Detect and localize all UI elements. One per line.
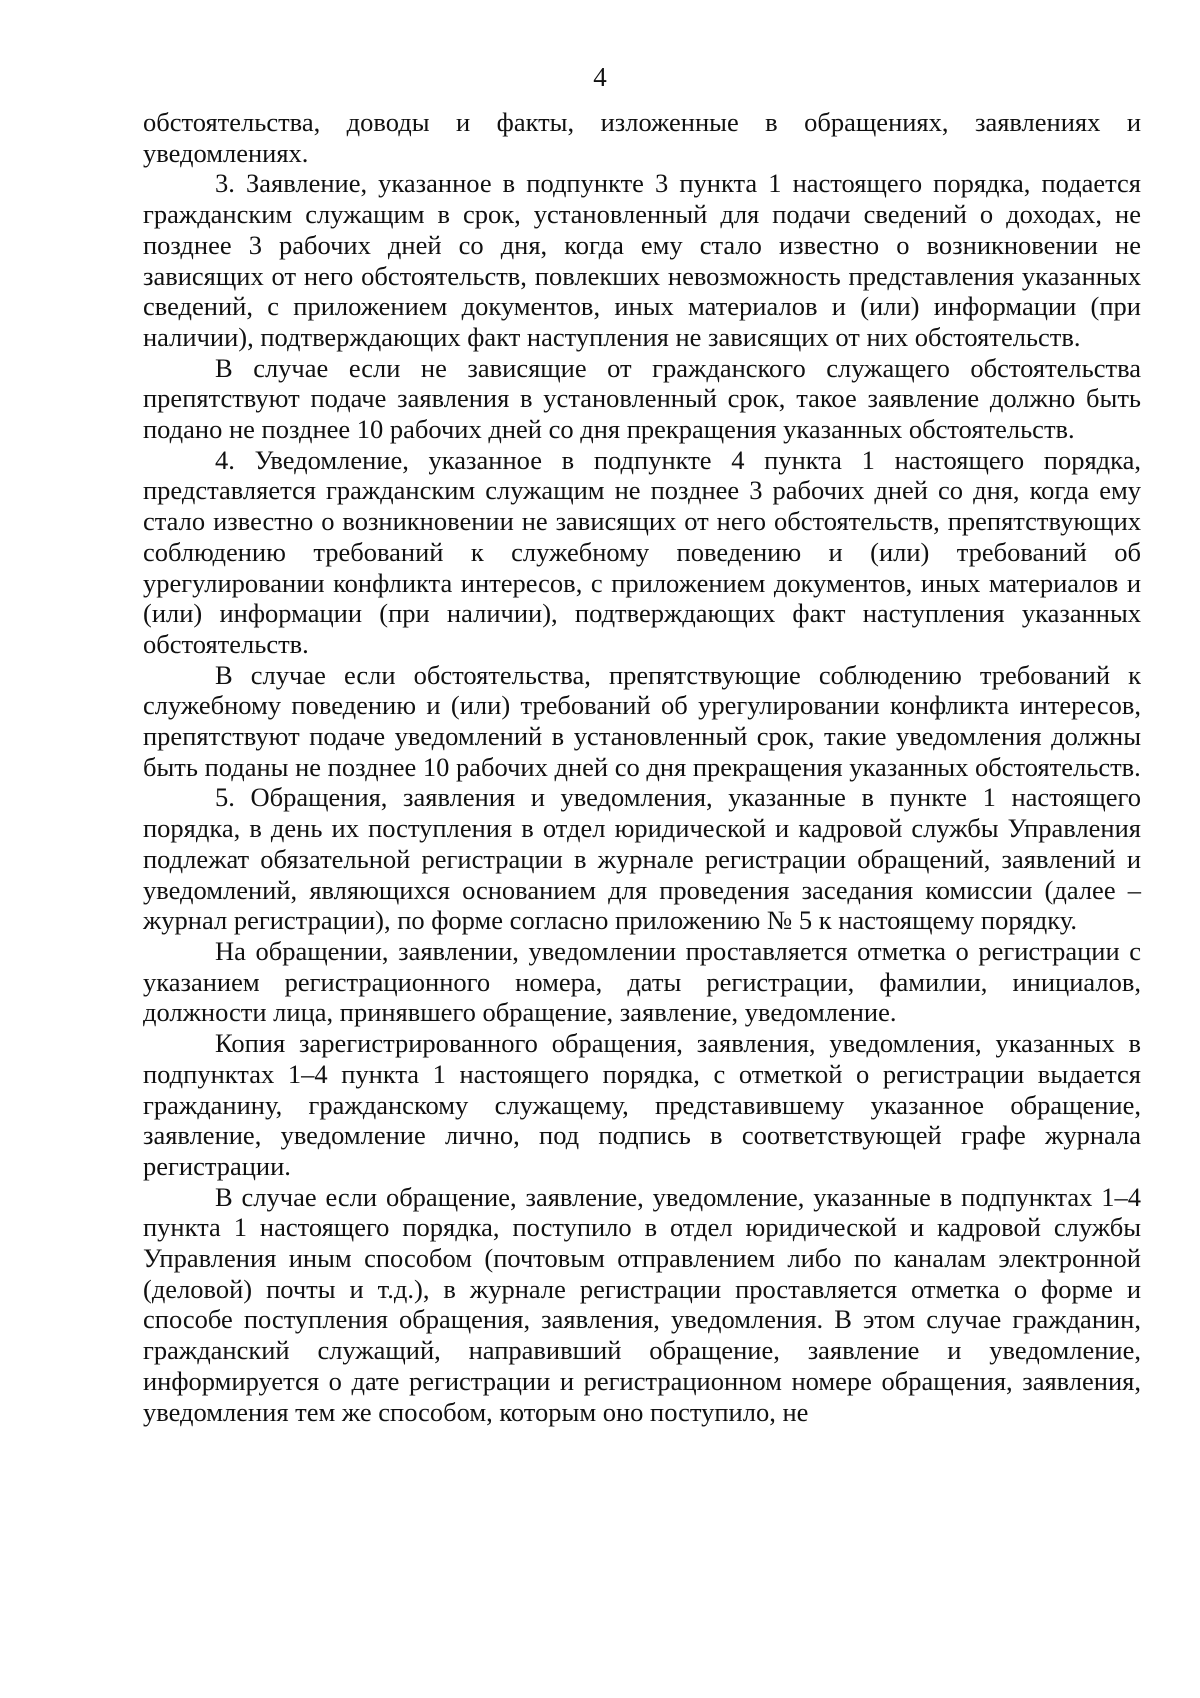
paragraph-registration-mark: На обращении, заявлении, уведомлении проставляется отметка о регистрации с указанием регистрационного номера, даты регистрации, фамилии, инициалов, должности лица, принявшего обращение, заявление, уведомление. <box>143 935 1141 1028</box>
page-number: 4 <box>593 62 607 92</box>
paragraph-item-4: 4. Уведомление, указанное в подпункте 4 пункта 1 настоящего порядка, представляется гражданским служащим не позднее 3 рабочих дней со дня, когда ему стало известно о возникновении не зависящих от него обстоятельств, препятствующих соблюдению требований к служебному поведению и (или) требований об урегулировании конфликта интересов, с приложением документов, иных материалов и (или) информации (при наличии), подтверждающих факт наступления указанных обстоятельств. <box>143 444 1141 659</box>
paragraph-copy-issuance: Копия зарегистрированного обращения, заявления, уведомления, указанных в подпунктах 1–4 пункта 1 настоящего порядка, с отметкой о регистрации выдается гражданину, гражданскому служащему, представившему указанное обращение, заявление, уведомление лично, под подпись в соответствующей графе журнала регистрации. <box>143 1028 1141 1181</box>
paragraph-other-channels: В случае если обращение, заявление, уведомление, указанные в подпунктах 1–4 пункта 1 настоящего порядка, поступило в отдел юридической и кадровой службы Управления иным способом (почтовым отправлением либо по каналам электронной (деловой) почты и т.д.), в журнале регистрации проставляется отметка о форме и способе поступления обращения, заявления, уведомления. В этом случае гражданин, гражданский служащий, направивший обращение, заявление и уведомление, информируется о дате регистрации и регистрационном номере обращения, заявления, уведомления тем же способом, которым оно поступило, не <box>143 1181 1141 1427</box>
paragraph-item-5: 5. Обращения, заявления и уведомления, указанные в пункте 1 настоящего порядка, в день их поступления в отдел юридической и кадровой службы Управления подлежат обязательной регистрации в журнале регистрации обращений, заявлений и уведомлений, являющихся основанием для проведения заседания комиссии (далее – журнал регистрации), по форме согласно приложению № 5 к настоящему порядку. <box>143 782 1141 936</box>
document-body <box>143 107 1141 1427</box>
paragraph-item-3-deadline: В случае если не зависящие от гражданского служащего обстоятельства препятствуют подаче заявления в установленный срок, такое заявление должно быть подано не позднее 10 рабочих дней со дня прекращения указанных обстоятельств. <box>143 352 1141 445</box>
paragraph-item-3: 3. Заявление, указанное в подпункте 3 пункта 1 настоящего порядка, подается гражданским служащим в срок, установленный для подачи сведений о доходах, не позднее 3 рабочих дней со дня, когда ему стало известно о возникновении не зависящих от него обстоятельств, повлекших невозможность представления указанных сведений, с приложением документов, иных материалов и (или) информации (при наличии), подтверждающих факт наступления не зависящих от них обстоятельств. <box>143 168 1141 352</box>
paragraph-item-4-deadline: В случае если обстоятельства, препятствующие соблюдению требований к служебному поведению и (или) требований об урегулировании конфликта интересов, препятствуют подаче уведомлений в установленный срок, такие уведомления должны быть поданы не позднее 10 рабочих дней со дня прекращения указанных обстоятельств. <box>143 659 1141 782</box>
paragraph-continuation: обстоятельства, доводы и факты, изложенные в обращениях, заявлениях и уведомлениях. <box>143 107 1141 168</box>
